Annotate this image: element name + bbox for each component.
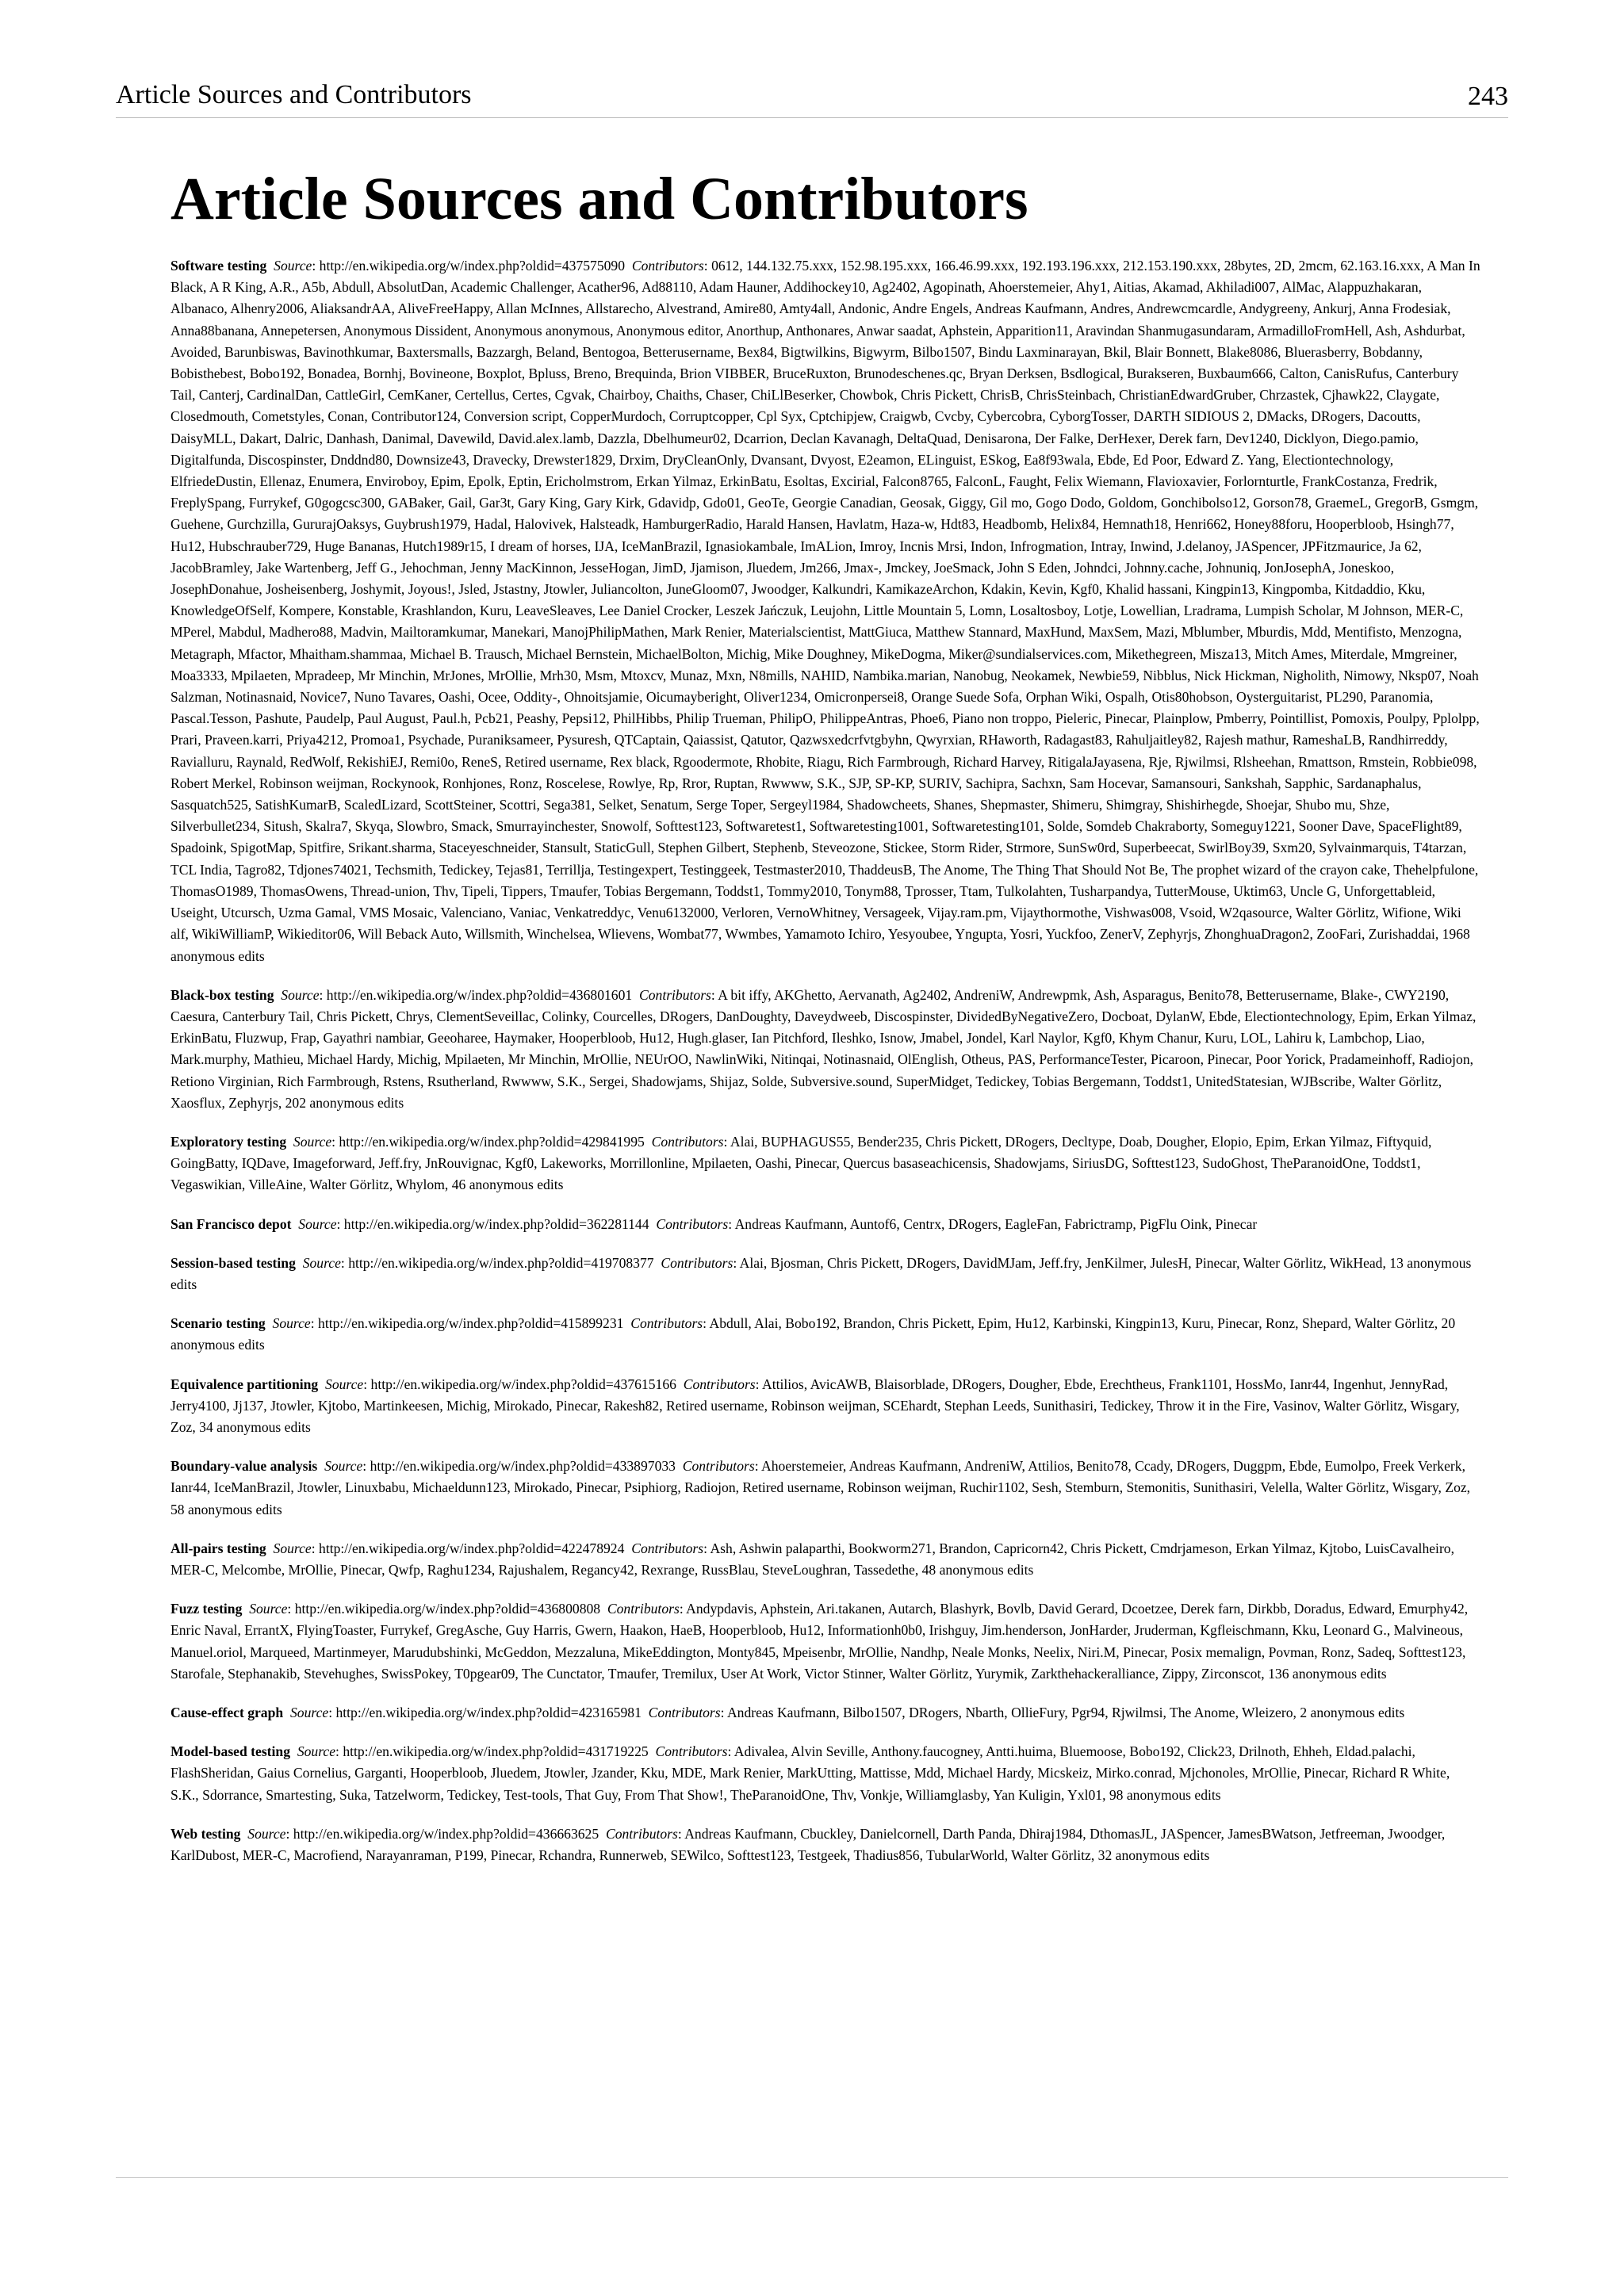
article-entry: Equivalence partitioning Source: http://en.wikipedia.org/w/index.php?oldid=437615166 Contributors: Attilios, AvicAWB, Blaisorblade, DRogers, Dougher, Ebde, Erechtheus, Frank1101, HossMo, Ianr44, Ingenhut, JennyRad, Jerry4100, Jj137, Jtowler, Kjtobo, Martinkeesen, Michig, Mirokado, Pinecar, Rakesh82, Retired username, Robinson weijman, SCEhardt, Stephan Leeds, Sunithasiri, Tedickey, Throw it in the Fire, Vasinov, Walter Görlitz, Wisgary, Zoz, 34 anonymous edits (170, 1376, 1460, 1435)
article-title: Boundary-value analysis (170, 1458, 318, 1475)
source-url: http://en.wikipedia.org/w/index.php?oldid=429841995 (339, 1133, 645, 1150)
contributors-list: Andypdavis, Aphstein, Ari.takanen, Autarch, Blashyrk, Bovlb, David Gerard, Dcoetzee, Derek farn, Dirkbb, Doradus, Edward, Emurphy42, Enric Naval, ErrantX, FlyingToaster, Furrykef, GregAsche, Guy Harris, Gwern, Haakon, HaeB, Hooperbloob, Hu12, Informationh0b0, Irishguy, Jim.henderson, JonHarder, Jruderman, Kgfleischmann, Kku, Leonard G., Malvineous, Manuel.oriol, Marqueed, Martinmeyer, Marudubshinki, McGeddon, Mezzaluna, MikeEddington, Monty845, Mpeisenbr, MrOllie, Nandhp, Neale Monks, Neelix, Niri.M, Pinecar, Posix memalign, Povman, Ronz, Sadeq, Softtest123, Starofale, Stephanakib, Stevehughes, SwissPokey, T0pgear09, The Cunctator, Tmaufer, Tremilux, User At Work, Victor Stinner, Walter Görlitz, Yurymik, Zarkthehackeralliance, Zippy, Zirconscot, 136 anonymous edits (170, 1601, 1469, 1682)
contributors-list: Attilios, AvicAWB, Blaisorblade, DRogers, Dougher, Ebde, Erechtheus, Frank1101, HossMo, Ianr44, Ingenhut, JennyRad, Jerry4100, Jj137, Jtowler, Kjtobo, Martinkeesen, Michig, Mirokado, Pinecar, Rakesh82, Retired username, Robinson weijman, SCEhardt, Stephan Leeds, Sunithasiri, Tedickey, Throw it in the Fire, Vasinov, Walter Görlitz, Wisgary, Zoz, 34 anonymous edits (170, 1376, 1460, 1435)
source-url: http://en.wikipedia.org/w/index.php?oldid=437615166 (370, 1376, 676, 1392)
article-title: Fuzz testing (170, 1601, 243, 1617)
article-title: Black-box testing (170, 986, 274, 1003)
source-url: http://en.wikipedia.org/w/index.php?oldid=436801601 (326, 986, 633, 1003)
source-label: Source (249, 1601, 288, 1617)
source-label: Source (281, 986, 320, 1003)
article-title: Session-based testing (170, 1254, 296, 1271)
contributors-list: Abdull, Alai, Bobo192, Brandon, Chris Pickett, Epim, Hu12, Karbinski, Kingpin13, Kuru, Pinecar, Ronz, Shepard, Walter Görlitz, 20 anonymous edits (170, 1315, 1456, 1353)
contributors-list: Alai, Bjosman, Chris Pickett, DRogers, DavidMJam, Jeff.fry, JenKilmer, JulesH, Pinecar, Walter Görlitz, WikHead, 13 anonymous edits (170, 1254, 1472, 1292)
article-entry: Exploratory testing Source: http://en.wikipedia.org/w/index.php?oldid=429841995 Contributors: Alai, BUPHAGUS55, Bender235, Chris Pickett, DRogers, Decltype, Doab, Dougher, Elopio, Epim, Erkan Yilmaz, Fiftyquid, GoingBatty, IQDave, Imageforward, Jeff.fry, JnRouvignac, Kgf0, Lakeworks, Morrillonline, Mpilaeten, Oashi, Pinecar, Quercus basaseachicensis, Shadowjams, SiriusDG, Softtest123, SudoGhost, TheParanoidOne, Toddst1, Vegaswikian, VilleAine, Walter Görlitz, Whylom, 46 anonymous edits (170, 1133, 1432, 1193)
article-title: Scenario testing (170, 1315, 266, 1332)
article-title: All-pairs testing (170, 1540, 266, 1556)
source-label: Source (297, 1743, 336, 1760)
article-entry: Cause-effect graph Source: http://en.wikipedia.org/w/index.php?oldid=423165981 Contributors: Andreas Kaufmann, Bilbo1507, DRogers, Nbarth, OllieFury, Pgr94, Rjwilmsi, The Anome, Wleizero, 2 anonymous edits (170, 1704, 1405, 1720)
article-title: Cause-effect graph (170, 1704, 284, 1720)
contributors-label: Contributors (607, 1601, 680, 1617)
source-label: Source (247, 1825, 286, 1842)
contributors-label: Contributors (661, 1254, 733, 1271)
contributors-label: Contributors (630, 1315, 703, 1332)
contributors-label: Contributors (651, 1133, 724, 1150)
source-label: Source (273, 1540, 312, 1556)
contributors-label: Contributors (631, 1540, 704, 1556)
article-title: Model-based testing (170, 1743, 291, 1760)
source-url: http://en.wikipedia.org/w/index.php?oldid=422478924 (319, 1540, 625, 1556)
contributors-label: Contributors (648, 1704, 721, 1720)
article-entry: Black-box testing Source: http://en.wikipedia.org/w/index.php?oldid=436801601 Contributors: A bit iffy, AKGhetto, Aervanath, Ag2402, AndreniW, Andrewpmk, Ash, Asparagus, Benito78, Betterusername, Blake-, CWY2190, Caesura, Canterbury Tail, Chris Pickett, Chrys, ClementSeveillac, Colinky, Courcelles, DRogers, DanDoughty, Daveydweeb, Discospinster, DividedByNegativeZero, Docboat, DylanW, Ebde, Electiontechnology, Epim, Erkan Yilmaz, ErkinBatu, Fluzwup, Frap, Gayathri nambiar, Geeoharee, Haymaker, Hooperbloob, Hu12, Hugh.glaser, Ian Pitchford, Ileshko, Isnow, Jmabel, Jondel, Karl Naylor, Kgf0, Khym Chanur, Kuru, LOL, Lahiru k, Lambchop, Liao, Mark.murphy, Mathieu, Michael Hardy, Michig, Mpilaeten, Mr Minchin, MrOllie, NEUrOO, NawlinWiki, Nitinqai, Notinasnaid, OlEnglish, Otheus, PAS, PerformanceTester, Picaroon, Pinecar, Poor Yorick, Pradameinhoff, Radiojon, Retiono Virginian, Rich Farmbrough, Rstens, Rsutherland, Rwwww, S.K., Sergei, Shadowjams, Shijaz, Solde, Subversive.sound, SuperMidget, Tedickey, Tobias Bergemann, Toddst1, UnitedStatesian, WJBscribe, Walter Görlitz, Xaosflux, Zephyrjs, 202 anonymous edits (170, 986, 1477, 1111)
article-title: Equivalence partitioning (170, 1376, 319, 1392)
contributors-label: Contributors (682, 1458, 755, 1475)
source-label: Source (325, 1376, 364, 1392)
article-title: Web testing (170, 1825, 241, 1842)
contributors-list: 0612, 144.132.75.xxx, 152.98.195.xxx, 166.46.99.xxx, 192.193.196.xxx, 212.153.190.xxx, 28bytes, 2D, 2mcm, 62.163.16.xxx, A Man In Black, A R King, A.R., A5b, Abdull, AbsolutDan, Academic Challenger, Acather96, Ad88110, Adam Hauner, Addihockey10, Ag2402, Agopinath, Ahoerstemeier, Ahy1, Aitias, Akamad, Akhiladi007, AlMac, Alappuzhakaran, Albanaco, Alhenry2006, AliaksandrAA, AliveFreeHappy, Allan McInnes, Allstarecho, Alvestrand, Amire80, Amty4all, Andonic, Andre Engels, Andreas Kaufmann, Andres, Andrewcmcardle, Andygreeny, Ankurj, Anna Frodesiak, Anna88banana, Annepetersen, Anonymous Dissident, Anonymous anonymous, Anonymous editor, Anorthup, Anthonares, Anwar saadat, Aphstein, Apparition11, Aravindan Shanmugasundaram, ArmadilloFromHell, Ash, Ashdurbat, Avoided, Barunbiswas, Bavinothkumar, Baxtersmalls, Bazzargh, Beland, Bentogoa, Betterusername, Bex84, Bigtwilkins, Bigwyrm, Bilbo1507, Bindu Laxminarayan, Bkil, Blair Bonnett, Blake8086, Bluerasberry, Bobdanny, Bobisthebest, Bobo192, Bonadea, Bornhj, Bovineone, Boxplot, Bpluss, Breno, Brequinda, Brion VIBBER, BruceRuxton, Brunodeschenes.qc, Bryan Derksen, Bsdlogical, Burakseren, Buxbaum666, Calton, CanisRufus, Canterbury Tail, Canterj, CardinalDan, CattleGirl, CemKaner, Certellus, Certes, Cgvak, Chairboy, Chaiths, Chaser, ChiLlBeserker, Chowbok, Chris Pickett, ChrisB, ChrisSteinbach, ChristianEdwardGruber, Chrzastek, Cjhawk22, Claygate, Closedmouth, Cometstyles, Conan, Contributor124, Conversion script, CopperMurdoch, Corruptcopper, Cpl Syx, Cptchipjew, Craigwb, Cvcby, Cybercobra, CyborgTosser, DARTH SIDIOUS 2, DMacks, DRogers, Dacoutts, DaisyMLL, Dakart, Dalric, Danhash, Danimal, Davewild, David.alex.lamb, Dazzla, Dbelhumeur02, Dcarrion, Declan Kavanagh, DeltaQuad, Denisarona, Der Falke, DerHexer, Derek farn, Dev1240, Dicklyon, Diego.pamio, Digitalfunda, Discospinster, Dnddnd80, Downsize43, Dravecky, Drewster1829, Drxim, DryCleanOnly, Dvansant, Dvyost, E2eamon, ELinguist, ESkog, Ea8f93wala, Ebde, Ed Poor, Edward Z. Yang, Electiontechnology, ElfriedeDustin, Ellenaz, Enumera, Enviroboy, Epim, Epolk, Eptin, Ericholmstrom, Erkan Yilmaz, ErkinBatu, Esoltas, Excirial, Falcon8765, FalconL, Faught, Felix Wiemann, Flavioxavier, Forlornturtle, FrankCostanza, Fredrik, FreplySpang, Furrykef, G0gogcsc300, GABaker, Gail, Gar3t, Gary King, Gary Kirk, Gdavidp, Gdo01, GeoTe, Georgie Canadian, Geosak, Giggy, Gil mo, Gogo Dodo, Goldom, Gonchibolso12, Gorson78, GraemeL, GregorB, Gsmgm, Guehene, Gurchzilla, GururajOaksys, Guybrush1979, Hadal, Halovivek, Halsteadk, HamburgerRadio, Harald Hansen, Havlatm, Haza-w, Hdt83, Headbomb, Helix84, Hemnath18, Henri662, Honey88foru, Hooperbloob, Hsingh77, Hu12, Hubschrauber729, Huge Bananas, Hutch1989r15, I dream of horses, IJA, IceManBrazil, Ignasiokambale, ImALion, Imroy, Incnis Mrsi, Indon, Infrogmation, Intray, Inwind, J.delanoy, JASpencer, JPFitzmaurice, Ja 62, JacobBramley, Jake Wartenberg, Jeff G., Jehochman, Jenny MacKinnon, JesseHogan, JimD, Jjamison, Jluedem, Jm266, Jmax-, Jmckey, JoeSmack, John S Eden, Johndci, Johnny.cache, Johnuniq, JonJosephA, Joneskoo, JosephDonahue, Josheisenberg, Joshymit, Joyous!, Jsled, Jstastny, Jtowler, Juliancolton, JuneGloom07, Jwoodger, Kalkundri, KamikazeArchon, Kdakin, Kevin, Kgf0, Khalid hassani, Kingpin13, Kingpomba, Kitdaddio, Kku, KnowledgeOfSelf, Kompere, Konstable, Krashlandon, Kuru, LeaveSleaves, Lee Daniel Crocker, Leszek Jańczuk, Leujohn, Little Mountain 5, Lomn, Losaltosboy, Lotje, Lowellian, Lradrama, Lumpish Scholar, M Johnson, MER-C, MPerel, Mabdul, Madhero88, Madvin, Mailtoramkumar, Manekari, ManojPhilipMathen, Mark Renier, Materialscientist, MattGiuca, Matthew Stannard, MaxHund, MaxSem, Mazi, Mblumber, Mburdis, Mdd, Mentifisto, Menzogna, Metagraph, Mfactor, Mhaitham.shammaa, Michael B. Trausch, Michael Bernstein, MichaelBolton, Michig, Mike Doughney, MikeDogma, Miker@sundialservices.com, Mikethegreen, Misza13, Mitch Ames, Miterdale, Mmgreiner, Moa3333, Mpilaeten, Mpradeep, Mr Minchin, MrJones, MrOllie, Mrh30, Msm, Mtoxcv, Munaz, Mxn, N8mills, NAHID, Nambika.marian, Nanobug, Neokamek, Newbie59, Nibblus, Nick Hickman, Nigholith, Nimowy, Nksp07, Noah Salzman, Notinasnaid, Novice7, Nuno Tavares, Oashi, Ocee, Oddity-, Ohnoitsjamie, Oicumayberight, Oliver1234, Omicronpersei8, Orange Suede Sofa, Orphan Wiki, Ospalh, Otis80hobson, Oysterguitarist, PL290, Paranomia, Pascal.Tesson, Pashute, Paudelp, Paul August, Paul.h, Pcb21, Peashy, Pepsi12, PhilHibbs, Philip Trueman, PhilipO, PhilippeAntras, Phoe6, Piano non troppo, Pieleric, Pinecar, Plainplow, Pmberry, Pointillist, Pomoxis, Poulpy, Pplolpp, Prari, Praveen.karri, Priya4212, Promoa1, Psychade, Puraniksameer, Pysuresh, QTCaptain, Qaiassist, Qatutor, Qazwsxedcrfvtgbyhn, Qwyrxian, RHaworth, Radagast83, Rahuljaitley82, Rajesh mathur, RameshaLB, Randhirreddy, Ravialluru, Raynald, RedWolf, RekishiEJ, Remi0o, ReneS, Retired username, Rex black, Rgoodermote, Rhobite, Riagu, Rich Farmbrough, Richard Harvey, RitigalaJayasena, Rje, Rjwilmsi, Rlsheehan, Rmattson, Rmstein, Robbie098, Robert Merkel, Robinson weijman, Rockynook, Ronhjones, Ronz, Roscelese, Rowlye, Rp, Rror, Ruptan, Rwwww, S.K., SJP, SP-KP, SURIV, Sachipra, Sachxn, Sam Hocevar, Samansouri, Sankshah, Sapphic, Sardanaphalus, Sasquatch525, SatishKumarB, ScaledLizard, ScottSteiner, Scottri, Sega381, Selket, Senatum, Serge Toper, Sergeyl1984, Shadowcheets, Shanes, Shepmaster, Shimeru, Shimgray, Shishirhegde, Shoejar, Shubo mu, Shze, Silverbullet234, Sitush, Skalra7, Skyqa, Slowbro, Smack, Smurrayinchester, Snowolf, Softtest123, Softwaretest1, Softwaretesting1001, Softwaretesting101, Solde, Somdeb Chakraborty, Someguy1221, Sooner Dave, SpaceFlight89, Spadoink, SpigotMap, Spitfire, Srikant.sharma, Staceyeschneider, Stansult, StaticGull, Stephen Gilbert, Stephenb, Steveozone, Stickee, Storm Rider, Strmore, SunSw0rd, Superbeecat, SwirlBoy39, Sxm20, Sylvainmarquis, T4tarzan, TCL India, Tagro82, Tdjones74021, Techsmith, Tedickey, Tejas81, Terrillja, Testingexpert, Testinggeek, Testmaster2010, ThaddeusB, The Anome, The Thing That Should Not Be, The prophet wizard of the crayon cake, Thehelpfulone, ThomasO1989, ThomasOwens, Thread-union, Thv, Tipeli, Tippers, Tmaufer, Tobias Bergemann, Toddst1, Tommy2010, Tonym88, Tprosser, Ttam, Tulkolahten, Tusharpandya, TutterMouse, Uktim63, Uncle G, Unforgettableid, Useight, Utcursch, Uzma Gamal, VMS Mosaic, Valenciano, Vaniac, Venkatreddyc, Venu6132000, Verloren, VernoWhitney, Versageek, Vijay.ram.pm, Vijaythormothe, Vishwas008, Vsoid, W2qasource, Walter Görlitz, Wifione, Wiki alf, WikiWilliamP, Wikieditor06, Will Beback Auto, Willsmith, Winchelsea, Wlievens, Wombat77, Wwmbes, Yamamoto Ichiro, Yesyoubee, Yngupta, Yosri, Yuckfoo, ZenerV, Zephyrjs, ZhonghuaDragon2, ZooFari, Zurishaddai, 1968 anonymous edits (170, 258, 1480, 964)
contributors-label: Contributors (656, 1215, 729, 1232)
page-number: 243 (1468, 82, 1508, 111)
contributors-list: Ahoerstemeier, Andreas Kaufmann, AndreniW, Attilios, Benito78, Ccady, DRogers, Duggpm, Ebde, Eumolpo, Freek Verkerk, Ianr44, IceManBrazil, Jtowler, Linuxbabu, Michaeldunn123, Mirokado, Pinecar, Psiphiorg, Radiojon, Retired username, Robinson weijman, Ruchir1102, Sesh, Stemburn, Stemonitis, Sunithasiri, Velella, Walter Görlitz, Wisgary, Zoz, 58 anonymous edits (170, 1458, 1471, 1517)
article-entries-list (170, 255, 1480, 2126)
source-label: Source (289, 1704, 329, 1720)
article-entry: Session-based testing Source: http://en.wikipedia.org/w/index.php?oldid=419708377 Contributors: Alai, Bjosman, Chris Pickett, DRogers, DavidMJam, Jeff.fry, JenKilmer, JulesH, Pinecar, Walter Görlitz, WikHead, 13 anonymous edits (170, 1254, 1472, 1292)
source-url: http://en.wikipedia.org/w/index.php?oldid=423165981 (335, 1704, 642, 1720)
article-title: Software testing (170, 258, 267, 274)
article-entry: Software testing Source: http://en.wikipedia.org/w/index.php?oldid=437575090 Contributors: 0612, 144.132.75.xxx, 152.98.195.xxx, 166.46.99.xxx, 192.193.196.xxx, 212.153.190.xxx, 28bytes, 2D, 2mcm, 62.163.16.xxx, A Man In Black, A R King, A.R., A5b, Abdull, AbsolutDan, Academic Challenger, Acather96, Ad88110, Adam Hauner, Addihockey10, Ag2402, Agopinath, Ahoerstemeier, Ahy1, Aitias, Akamad, Akhiladi007, AlMac, Alappuzhakaran, Albanaco, Alhenry2006, AliaksandrAA, AliveFreeHappy, Allan McInnes, Allstarecho, Alvestrand, Amire80, Amty4all, Andonic, Andre Engels, Andreas Kaufmann, Andres, Andrewcmcardle, Andygreeny, Ankurj, Anna Frodesiak, Anna88banana, Annepetersen, Anonymous Dissident, Anonymous anonymous, Anonymous editor, Anorthup, Anthonares, Anwar saadat, Aphstein, Apparition11, Aravindan Shanmugasundaram, ArmadilloFromHell, Ash, Ashdurbat, Avoided, Barunbiswas, Bavinothkumar, Baxtersmalls, Bazzargh, Beland, Bentogoa, Betterusername, Bex84, Bigtwilkins, Bigwyrm, Bilbo1507, Bindu Laxminarayan, Bkil, Blair Bonnett, Blake8086, Bluerasberry, Bobdanny, Bobisthebest, Bobo192, Bonadea, Bornhj, Bovineone, Boxplot, Bpluss, Breno, Brequinda, Brion VIBBER, BruceRuxton, Brunodeschenes.qc, Bryan Derksen, Bsdlogical, Burakseren, Buxbaum666, Calton, CanisRufus, Canterbury Tail, Canterj, CardinalDan, CattleGirl, CemKaner, Certellus, Certes, Cgvak, Chairboy, Chaiths, Chaser, ChiLlBeserker, Chowbok, Chris Pickett, ChrisB, ChrisSteinbach, ChristianEdwardGruber, Chrzastek, Cjhawk22, Claygate, Closedmouth, Cometstyles, Conan, Contributor124, Conversion script, CopperMurdoch, Corruptcopper, Cpl Syx, Cptchipjew, Craigwb, Cvcby, Cybercobra, CyborgTosser, DARTH SIDIOUS 2, DMacks, DRogers, Dacoutts, DaisyMLL, Dakart, Dalric, Danhash, Danimal, Davewild, David.alex.lamb, Dazzla, Dbelhumeur02, Dcarrion, Declan Kavanagh, DeltaQuad, Denisarona, Der Falke, DerHexer, Derek farn, Dev1240, Dicklyon, Diego.pamio, Digitalfunda, Discospinster, Dnddnd80, Downsize43, Dravecky, Drewster1829, Drxim, DryCleanOnly, Dvansant, Dvyost, E2eamon, ELinguist, ESkog, Ea8f93wala, Ebde, Ed Poor, Edward Z. Yang, Electiontechnology, ElfriedeDustin, Ellenaz, Enumera, Enviroboy, Epim, Epolk, Eptin, Ericholmstrom, Erkan Yilmaz, ErkinBatu, Esoltas, Excirial, Falcon8765, FalconL, Faught, Felix Wiemann, Flavioxavier, Forlornturtle, FrankCostanza, Fredrik, FreplySpang, Furrykef, G0gogcsc300, GABaker, Gail, Gar3t, Gary King, Gary Kirk, Gdavidp, Gdo01, GeoTe, Georgie Canadian, Geosak, Giggy, Gil mo, Gogo Dodo, Goldom, Gonchibolso12, Gorson78, GraemeL, GregorB, Gsmgm, Guehene, Gurchzilla, GururajOaksys, Guybrush1979, Hadal, Halovivek, Halsteadk, HamburgerRadio, Harald Hansen, Havlatm, Haza-w, Hdt83, Headbomb, Helix84, Hemnath18, Henri662, Honey88foru, Hooperbloob, Hsingh77, Hu12, Hubschrauber729, Huge Bananas, Hutch1989r15, I dream of horses, IJA, IceManBrazil, Ignasiokambale, ImALion, Imroy, Incnis Mrsi, Indon, Infrogmation, Intray, Inwind, J.delanoy, JASpencer, JPFitzmaurice, Ja 62, JacobBramley, Jake Wartenberg, Jeff G., Jehochman, Jenny MacKinnon, JesseHogan, JimD, Jjamison, Jluedem, Jm266, Jmax-, Jmckey, JoeSmack, John S Eden, Johndci, Johnny.cache, Johnuniq, JonJosephA, Joneskoo, JosephDonahue, Josheisenberg, Joshymit, Joyous!, Jsled, Jstastny, Jtowler, Juliancolton, JuneGloom07, Jwoodger, Kalkundri, KamikazeArchon, Kdakin, Kevin, Kgf0, Khalid hassani, Kingpin13, Kingpomba, Kitdaddio, Kku, KnowledgeOfSelf, Kompere, Konstable, Krashlandon, Kuru, LeaveSleaves, Lee Daniel Crocker, Leszek Jańczuk, Leujohn, Little Mountain 5, Lomn, Losaltosboy, Lotje, Lowellian, Lradrama, Lumpish Scholar, M Johnson, MER-C, MPerel, Mabdul, Madhero88, Madvin, Mailtoramkumar, Manekari, ManojPhilipMathen, Mark Renier, Materialscientist, MattGiuca, Matthew Stannard, MaxHund, MaxSem, Mazi, Mblumber, Mburdis, Mdd, Mentifisto, Menzogna, Metagraph, Mfactor, Mhaitham.shammaa, Michael B. Trausch, Michael Bernstein, MichaelBolton, Michig, Mike Doughney, MikeDogma, Miker@sundialservices.com, Mikethegreen, Misza13, Mitch Ames, Miterdale, Mmgreiner, Moa3333, Mpilaeten, Mpradeep, Mr Minchin, MrJones, MrOllie, Mrh30, Msm, Mtoxcv, Munaz, Mxn, N8mills, NAHID, Nambika.marian, Nanobug, Neokamek, Newbie59, Nibblus, Nick Hickman, Nigholith, Nimowy, Nksp07, Noah Salzman, Notinasnaid, Novice7, Nuno Tavares, Oashi, Ocee, Oddity-, Ohnoitsjamie, Oicumayberight, Oliver1234, Omicronpersei8, Orange Suede Sofa, Orphan Wiki, Ospalh, Otis80hobson, Oysterguitarist, PL290, Paranomia, Pascal.Tesson, Pashute, Paudelp, Paul August, Paul.h, Pcb21, Peashy, Pepsi12, PhilHibbs, Philip Trueman, PhilipO, PhilippeAntras, Phoe6, Piano non troppo, Pieleric, Pinecar, Plainplow, Pmberry, Pointillist, Pomoxis, Poulpy, Pplolpp, Prari, Praveen.karri, Priya4212, Promoa1, Psychade, Puraniksameer, Pysuresh, QTCaptain, Qaiassist, Qatutor, Qazwsxedcrfvtgbyhn, Qwyrxian, RHaworth, Radagast83, Rahuljaitley82, Rajesh mathur, RameshaLB, Randhirreddy, Ravialluru, Raynald, RedWolf, RekishiEJ, Remi0o, ReneS, Retired username, Rex black, Rgoodermote, Rhobite, Riagu, Rich Farmbrough, Richard Harvey, RitigalaJayasena, Rje, Rjwilmsi, Rlsheehan, Rmattson, Rmstein, Robbie098, Robert Merkel, Robinson weijman, Rockynook, Ronhjones, Ronz, Roscelese, Rowlye, Rp, Rror, Ruptan, Rwwww, S.K., SJP, SP-KP, SURIV, Sachipra, Sachxn, Sam Hocevar, Samansouri, Sankshah, Sapphic, Sardanaphalus, Sasquatch525, SatishKumarB, ScaledLizard, ScottSteiner, Scottri, Sega381, Selket, Senatum, Serge Toper, Sergeyl1984, Shadowcheets, Shanes, Shepmaster, Shimeru, Shimgray, Shishirhegde, Shoejar, Shubo mu, Shze, Silverbullet234, Sitush, Skalra7, Skyqa, Slowbro, Smack, Smurrayinchester, Snowolf, Softtest123, Softwaretest1, Softwaretesting1001, Softwaretesting101, Solde, Somdeb Chakraborty, Someguy1221, Sooner Dave, SpaceFlight89, Spadoink, SpigotMap, Spitfire, Srikant.sharma, Staceyeschneider, Stansult, StaticGull, Stephen Gilbert, Stephenb, Steveozone, Stickee, Storm Rider, Strmore, SunSw0rd, Superbeecat, SwirlBoy39, Sxm20, Sylvainmarquis, T4tarzan, TCL India, Tagro82, Tdjones74021, Techsmith, Tedickey, Tejas81, Terrillja, Testingexpert, Testinggeek, Testmaster2010, ThaddeusB, The Anome, The Thing That Should Not Be, The prophet wizard of the crayon cake, Thehelpfulone, ThomasO1989, ThomasOwens, Thread-union, Thv, Tipeli, Tippers, Tmaufer, Tobias Bergemann, Toddst1, Tommy2010, Tonym88, Tprosser, Ttam, Tulkolahten, Tusharpandya, TutterMouse, Uktim63, Uncle G, Unforgettableid, Useight, Utcursch, Uzma Gamal, VMS Mosaic, Valenciano, Vaniac, Venkatreddyc, Venu6132000, Verloren, VernoWhitney, Versageek, Vijay.ram.pm, Vijaythormothe, Vishwas008, Vsoid, W2qasource, Walter Görlitz, Wifione, Wiki alf, WikiWilliamP, Wikieditor06, Will Beback Auto, Willsmith, Winchelsea, Wlievens, Wombat77, Wwmbes, Yamamoto Ichiro, Yesyoubee, Yngupta, Yosri, Yuckfoo, ZenerV, Zephyrjs, ZhonghuaDragon2, ZooFari, Zurishaddai, 1968 anonymous edits (170, 258, 1480, 964)
article-entry: Web testing Source: http://en.wikipedia.org/w/index.php?oldid=436663625 Contributors: Andreas Kaufmann, Cbuckley, Danielcornell, Darth Panda, Dhiraj1984, DthomasJL, JASpencer, JamesBWatson, Jetfreeman, Jwoodger, KarlDubost, MER-C, Macrofiend, Narayanraman, P199, Pinecar, Rchandra, Runnerweb, SEWilco, Softtest123, Testgeek, Thadius856, TubularWorld, Walter Görlitz, 32 anonymous edits (170, 1825, 1446, 1863)
contributors-list: Adivalea, Alvin Seville, Anthony.faucogney, Antti.huima, Bluemoose, Bobo192, Click23, Drilnoth, Ehheh, Eldad.palachi, FlashSheridan, Gaius Cornelius, Garganti, Hooperbloob, Jluedem, Jtowler, Jzander, Kku, MDE, Mark Renier, MarkUtting, Mattisse, Mdd, Michael Hardy, Micskeiz, Mirko.conrad, Mjchonoles, MrOllie, Pinecar, Richard R White, S.K., Sdorrance, Smartesting, Suka, Tatzelworm, Tedickey, Test-tools, That Guy, From That Show!, TheParanoidOne, Thv, Vonkje, Williamglasby, Yan Kuligin, Yxl01, 98 anonymous edits (170, 1743, 1450, 1803)
article-title: Exploratory testing (170, 1133, 287, 1150)
contributors-label: Contributors (605, 1825, 678, 1842)
source-label: Source (324, 1458, 363, 1475)
source-url: http://en.wikipedia.org/w/index.php?oldid=431719225 (343, 1743, 649, 1760)
article-entry: Boundary-value analysis Source: http://en.wikipedia.org/w/index.php?oldid=433897033 Contributors: Ahoerstemeier, Andreas Kaufmann, AndreniW, Attilios, Benito78, Ccady, DRogers, Duggpm, Ebde, Eumolpo, Freek Verkerk, Ianr44, IceManBrazil, Jtowler, Linuxbabu, Michaeldunn123, Mirokado, Pinecar, Psiphiorg, Radiojon, Retired username, Robinson weijman, Ruchir1102, Sesh, Stemburn, Stemonitis, Sunithasiri, Velella, Walter Görlitz, Wisgary, Zoz, 58 anonymous edits (170, 1458, 1471, 1517)
contributors-list: Alai, BUPHAGUS55, Bender235, Chris Pickett, DRogers, Decltype, Doab, Dougher, Elopio, Epim, Erkan Yilmaz, Fiftyquid, GoingBatty, IQDave, Imageforward, Jeff.fry, JnRouvignac, Kgf0, Lakeworks, Morrillonline, Mpilaeten, Oashi, Pinecar, Quercus basaseachicensis, Shadowjams, SiriusDG, Softtest123, SudoGhost, TheParanoidOne, Toddst1, Vegaswikian, VilleAine, Walter Görlitz, Whylom, 46 anonymous edits (170, 1133, 1432, 1193)
contributors-list: Andreas Kaufmann, Cbuckley, Danielcornell, Darth Panda, Dhiraj1984, DthomasJL, JASpencer, JamesBWatson, Jetfreeman, Jwoodger, KarlDubost, MER-C, Macrofiend, Narayanraman, P199, Pinecar, Rchandra, Runnerweb, SEWilco, Softtest123, Testgeek, Thadius856, TubularWorld, Walter Görlitz, 32 anonymous edits (170, 1825, 1446, 1863)
source-url: http://en.wikipedia.org/w/index.php?oldid=433897033 (370, 1458, 676, 1475)
contributors-list: Andreas Kaufmann, Auntof6, Centrx, DRogers, EagleFan, Fabrictramp, PigFlu Oink, Pinecar (734, 1215, 1258, 1232)
source-label: Source (272, 1315, 311, 1332)
source-label: Source (293, 1133, 332, 1150)
article-title: San Francisco depot (170, 1215, 292, 1232)
article-entry: San Francisco depot Source: http://en.wikipedia.org/w/index.php?oldid=362281144 Contributors: Andreas Kaufmann, Auntof6, Centrx, DRogers, EagleFan, Fabrictramp, PigFlu Oink, Pinecar (170, 1215, 1258, 1232)
source-label: Source (302, 1254, 341, 1271)
source-url: http://en.wikipedia.org/w/index.php?oldid=415899231 (318, 1315, 624, 1332)
contributors-label: Contributors (631, 258, 704, 274)
footer-divider (116, 2177, 1508, 2178)
contributors-list: Ash, Ashwin palaparthi, Bookworm271, Brandon, Capricorn42, Chris Pickett, Cmdrjameson, Erkan Yilmaz, Kjtobo, LuisCavalheiro, MER-C, Melcombe, MrOllie, Pinecar, Qwfp, Raghu1234, Rajushalem, Regancy42, Rexrange, RussBlau, SteveLoughran, Tassedethe, 48 anonymous edits (170, 1540, 1454, 1578)
source-url: http://en.wikipedia.org/w/index.php?oldid=362281144 (343, 1215, 649, 1232)
source-label: Source (298, 1215, 337, 1232)
contributors-label: Contributors (638, 986, 711, 1003)
contributors-label: Contributors (655, 1743, 728, 1760)
source-url: http://en.wikipedia.org/w/index.php?oldid=436663625 (293, 1825, 599, 1842)
article-entry: Fuzz testing Source: http://en.wikipedia.org/w/index.php?oldid=436800808 Contributors: Andypdavis, Aphstein, Ari.takanen, Autarch, Blashyrk, Bovlb, David Gerard, Dcoetzee, Derek farn, Dirkbb, Doradus, Edward, Emurphy42, Enric Naval, ErrantX, FlyingToaster, Furrykef, GregAsche, Guy Harris, Gwern, Haakon, HaeB, Hooperbloob, Hu12, Informationh0b0, Irishguy, Jim.henderson, JonHarder, Jruderman, Kgfleischmann, Kku, Leonard G., Malvineous, Manuel.oriol, Marqueed, Martinmeyer, Marudubshinki, McGeddon, Mezzaluna, MikeEddington, Monty845, Mpeisenbr, MrOllie, Nandhp, Neale Monks, Neelix, Niri.M, Pinecar, Posix memalign, Povman, Ronz, Sadeq, Softtest123, Starofale, Stephanakib, Stevehughes, SwissPokey, T0pgear09, The Cunctator, Tmaufer, Tremilux, User At Work, Victor Stinner, Walter Görlitz, Yurymik, Zarkthehackeralliance, Zippy, Zirconscot, 136 anonymous edits (170, 1601, 1469, 1682)
article-entry: Scenario testing Source: http://en.wikipedia.org/w/index.php?oldid=415899231 Contributors: Abdull, Alai, Bobo192, Brandon, Chris Pickett, Epim, Hu12, Karbinski, Kingpin13, Kuru, Pinecar, Ronz, Shepard, Walter Görlitz, 20 anonymous edits (170, 1315, 1456, 1353)
source-label: Source (274, 258, 312, 274)
source-url: http://en.wikipedia.org/w/index.php?oldid=437575090 (319, 258, 626, 274)
article-entry: Model-based testing Source: http://en.wikipedia.org/w/index.php?oldid=431719225 Contributors: Adivalea, Alvin Seville, Anthony.faucogney, Antti.huima, Bluemoose, Bobo192, Click23, Drilnoth, Ehheh, Eldad.palachi, FlashSheridan, Gaius Cornelius, Garganti, Hooperbloob, Jluedem, Jtowler, Jzander, Kku, MDE, Mark Renier, MarkUtting, Mattisse, Mdd, Michael Hardy, Micskeiz, Mirko.conrad, Mjchonoles, MrOllie, Pinecar, Richard R White, S.K., Sdorrance, Smartesting, Suka, Tatzelworm, Tedickey, Test-tools, That Guy, From That Show!, TheParanoidOne, Thv, Vonkje, Williamglasby, Yan Kuligin, Yxl01, 98 anonymous edits (170, 1743, 1450, 1803)
article-entry: All-pairs testing Source: http://en.wikipedia.org/w/index.php?oldid=422478924 Contributors: Ash, Ashwin palaparthi, Bookworm271, Brandon, Capricorn42, Chris Pickett, Cmdrjameson, Erkan Yilmaz, Kjtobo, LuisCavalheiro, MER-C, Melcombe, MrOllie, Pinecar, Qwfp, Raghu1234, Rajushalem, Regancy42, Rexrange, RussBlau, SteveLoughran, Tassedethe, 48 anonymous edits (170, 1540, 1454, 1578)
contributors-label: Contributors (683, 1376, 756, 1392)
page-title: Article Sources and Contributors (170, 166, 1028, 232)
running-title: Article Sources and Contributors (116, 80, 472, 109)
contributors-list: Andreas Kaufmann, Bilbo1507, DRogers, Nbarth, OllieFury, Pgr94, Rjwilmsi, The Anome, Wleizero, 2 anonymous edits (726, 1704, 1405, 1720)
source-url: http://en.wikipedia.org/w/index.php?oldid=419708377 (348, 1254, 654, 1271)
source-url: http://en.wikipedia.org/w/index.php?oldid=436800808 (294, 1601, 601, 1617)
contributors-list: A bit iffy, AKGhetto, Aervanath, Ag2402, AndreniW, Andrewpmk, Ash, Asparagus, Benito78, Betterusername, Blake-, CWY2190, Caesura, Canterbury Tail, Chris Pickett, Chrys, ClementSeveillac, Colinky, Courcelles, DRogers, DanDoughty, Daveydweeb, Discospinster, DividedByNegativeZero, Docboat, DylanW, Ebde, Electiontechnology, Epim, Erkan Yilmaz, ErkinBatu, Fluzwup, Frap, Gayathri nambiar, Geeoharee, Haymaker, Hooperbloob, Hu12, Hugh.glaser, Ian Pitchford, Ileshko, Isnow, Jmabel, Jondel, Karl Naylor, Kgf0, Khym Chanur, Kuru, LOL, Lahiru k, Lambchop, Liao, Mark.murphy, Mathieu, Michael Hardy, Michig, Mpilaeten, Mr Minchin, MrOllie, NEUrOO, NawlinWiki, Nitinqai, Notinasnaid, OlEnglish, Otheus, PAS, PerformanceTester, Picaroon, Pinecar, Poor Yorick, Pradameinhoff, Radiojon, Retiono Virginian, Rich Farmbrough, Rstens, Rsutherland, Rwwww, S.K., Sergei, Shadowjams, Shijaz, Solde, Subversive.sound, SuperMidget, Tedickey, Tobias Bergemann, Toddst1, UnitedStatesian, WJBscribe, Walter Görlitz, Xaosflux, Zephyrjs, 202 anonymous edits (170, 986, 1477, 1111)
running-header (116, 78, 1508, 118)
